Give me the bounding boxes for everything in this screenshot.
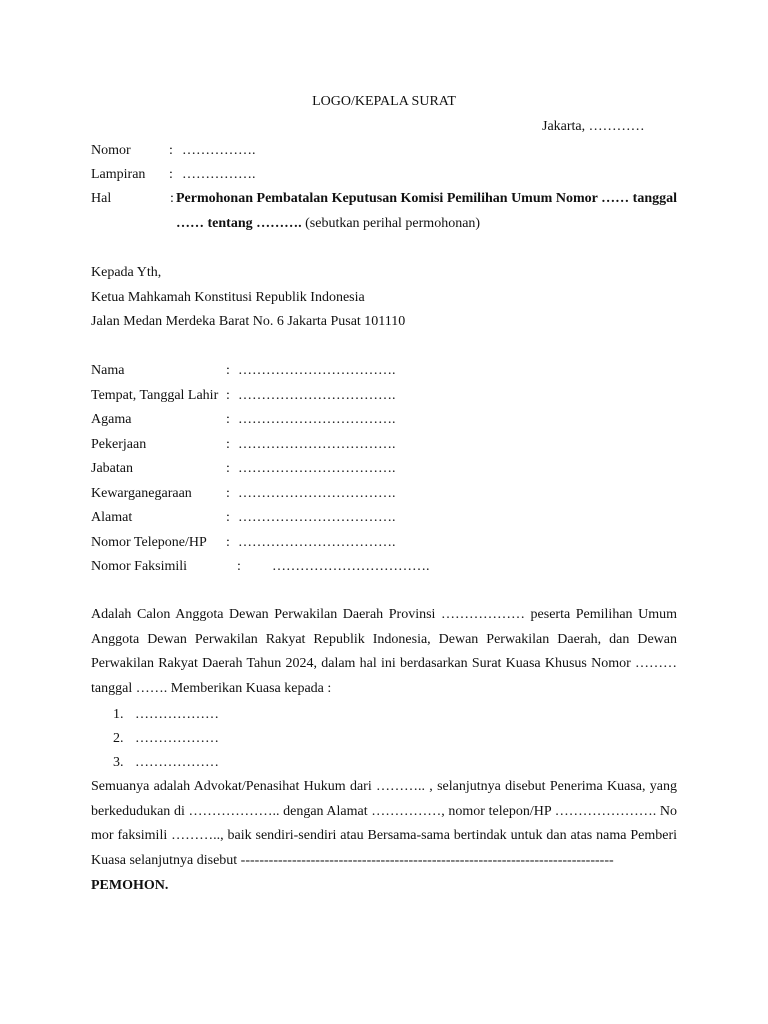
identity-value: ……………………………. bbox=[238, 510, 396, 525]
identity-row bbox=[91, 484, 691, 508]
addressee-greeting: Kepada Yth, bbox=[91, 265, 162, 280]
list-value: ……………… bbox=[135, 731, 219, 746]
header-colon: : bbox=[169, 167, 173, 182]
identity-row bbox=[91, 533, 691, 557]
identity-colon: : bbox=[226, 363, 230, 378]
identity-label: Nomor Telepone/HP bbox=[91, 535, 207, 550]
identity-value: ……………………………. bbox=[238, 535, 396, 550]
header-row-hal bbox=[0, 189, 768, 209]
identity-value: ……………………………. bbox=[238, 412, 396, 427]
header-label: Hal bbox=[91, 191, 112, 206]
identity-colon: : bbox=[226, 437, 230, 452]
identity-colon: : bbox=[226, 486, 230, 501]
pemohon-label: PEMOHON. bbox=[91, 878, 169, 893]
paragraph-grant-of-power: Adalah Calon Anggota Dewan Perwakilan Daerah Provinsi ……………… peserta Pemilihan Umum Anggota Dewan Perwakilan Rakyat Republik Indonesia, Dewan Perwakilan Daerah, dan Dewan Perwakilan Rakyat Daerah Tahun 2024, dalam hal ini berdasarkan Surat Kuasa Khusus Nomor ……… tanggal ……. Memberikan Kuasa kepada : bbox=[91, 607, 677, 696]
identity-row bbox=[91, 361, 691, 385]
identity-row bbox=[91, 508, 691, 532]
list-item bbox=[113, 729, 219, 749]
identity-row bbox=[91, 410, 691, 434]
identity-colon: : bbox=[226, 510, 230, 525]
list-number: 1. bbox=[113, 707, 124, 722]
list-value: ……………… bbox=[135, 707, 219, 722]
identity-colon: : bbox=[226, 461, 230, 476]
identity-row bbox=[91, 557, 691, 581]
paragraph-attorneys: Semuanya adalah Advokat/Penasihat Hukum dari ……….. , selanjutnya disebut Penerima Kuasa, yang berkedudukan di ……………….. dengan Alamat ……………, nomor telepon/HP …………………. Nomor faksimili ……….., baik sendiri-sendiri atau Bersama-sama bertindak untuk dan atas nama Pemberi Kuasa selanjutnya disebut -------------------------------------------------------------------------------- bbox=[91, 779, 677, 868]
addressee-address: Jalan Medan Merdeka Barat No. 6 Jakarta Pusat 101110 bbox=[91, 314, 406, 329]
subject-line: Permohonan Pembatalan Keputusan Komisi Pemilihan Umum Nomor …… tanggal bbox=[176, 191, 677, 206]
identity-value: ……………………………. bbox=[238, 388, 396, 403]
identity-row bbox=[91, 386, 691, 410]
identity-label: Nomor Faksimili bbox=[91, 559, 188, 574]
subject-note: (sebutkan perihal permohonan) bbox=[301, 216, 481, 231]
letterhead: LOGO/KEPALA SURAT bbox=[312, 94, 456, 109]
identity-value: ……………………………. bbox=[272, 559, 430, 574]
identity-label: Kewarganegaraan bbox=[91, 486, 192, 501]
identity-row bbox=[91, 435, 691, 459]
identity-value: ……………………………. bbox=[238, 437, 396, 452]
list-item bbox=[113, 753, 219, 773]
identity-colon: : bbox=[226, 388, 230, 403]
list-number: 2. bbox=[113, 731, 124, 746]
identity-label: Pekerjaan bbox=[91, 437, 147, 452]
list-value: ……………… bbox=[135, 755, 219, 770]
header-label: Nomor bbox=[91, 143, 131, 158]
identity-value: ……………………………. bbox=[238, 461, 396, 476]
place-date: Jakarta, ………… bbox=[542, 119, 645, 134]
identity-label: Tempat, Tanggal Lahir bbox=[91, 388, 219, 403]
list-number: 3. bbox=[113, 755, 124, 770]
list-item bbox=[113, 705, 219, 725]
identity-label: Nama bbox=[91, 363, 125, 378]
header-value: ……………. bbox=[182, 167, 256, 182]
header-row-nomor bbox=[0, 141, 768, 161]
identity-label: Agama bbox=[91, 412, 132, 427]
header-row-lampiran bbox=[0, 165, 768, 185]
subject-continuation: …… tentang ………. bbox=[176, 216, 302, 231]
identity-label: Alamat bbox=[91, 510, 133, 525]
identity-colon: : bbox=[226, 412, 230, 427]
identity-colon: : bbox=[237, 559, 241, 574]
identity-value: ……………………………. bbox=[238, 363, 396, 378]
identity-label: Jabatan bbox=[91, 461, 133, 476]
header-colon: : bbox=[169, 143, 173, 158]
header-value: ……………. bbox=[182, 143, 256, 158]
subject-line-2 bbox=[176, 214, 480, 234]
identity-colon: : bbox=[226, 535, 230, 550]
identity-value: ……………………………. bbox=[238, 486, 396, 501]
header-label: Lampiran bbox=[91, 167, 146, 182]
addressee-name: Ketua Mahkamah Konstitusi Republik Indonesia bbox=[91, 290, 365, 305]
identity-row bbox=[91, 459, 691, 483]
header-colon: : bbox=[170, 191, 174, 206]
